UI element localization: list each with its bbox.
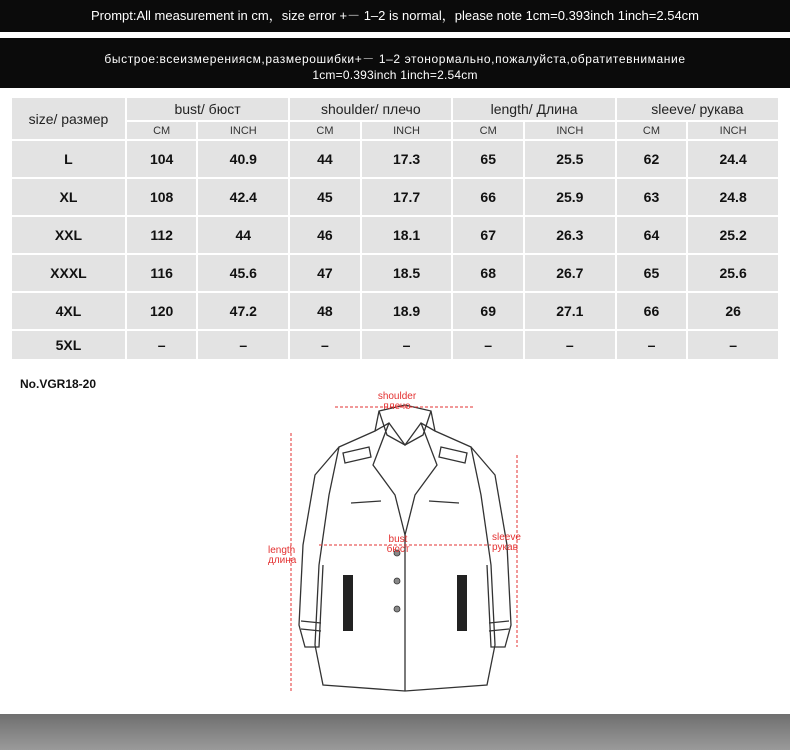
shoulder-annotation: [371, 392, 423, 412]
value-cell: 47.2: [198, 293, 288, 329]
size-cell: L: [12, 141, 125, 177]
value-cell: –: [525, 331, 615, 359]
model-number: No.VGR18-20: [20, 377, 97, 391]
size-header: size/ размер: [12, 98, 125, 139]
value-cell: –: [688, 331, 778, 359]
length-header: length/ Длина: [453, 98, 614, 120]
bust-header: bust/ бюст: [127, 98, 288, 120]
value-cell: 65: [617, 255, 687, 291]
value-cell: 25.5: [525, 141, 615, 177]
value-cell: 26.3: [525, 217, 615, 253]
value-cell: –: [617, 331, 687, 359]
value-cell: 25.2: [688, 217, 778, 253]
value-cell: –: [453, 331, 523, 359]
value-cell: 18.9: [362, 293, 452, 329]
table-row: [12, 255, 778, 291]
unit-inch: INCH: [198, 122, 288, 139]
value-cell: 48: [290, 293, 360, 329]
table-row: [12, 217, 778, 253]
value-cell: 62: [617, 141, 687, 177]
unit-inch: INCH: [688, 122, 778, 139]
bust-annotation: [380, 535, 416, 555]
value-cell: 104: [127, 141, 197, 177]
right-pocket: [457, 575, 467, 631]
value-cell: 45.6: [198, 255, 288, 291]
value-cell: 66: [453, 179, 523, 215]
value-cell: –: [362, 331, 452, 359]
value-cell: 69: [453, 293, 523, 329]
shoulder-header: shoulder/ плечо: [290, 98, 451, 120]
value-cell: 44: [198, 217, 288, 253]
value-cell: 116: [127, 255, 197, 291]
value-cell: 25.6: [688, 255, 778, 291]
table-row: [12, 179, 778, 215]
unit-cm: CM: [127, 122, 197, 139]
value-cell: 42.4: [198, 179, 288, 215]
value-cell: 26.7: [525, 255, 615, 291]
value-cell: 24.4: [688, 141, 778, 177]
length-annotation: [268, 546, 312, 566]
unit-cm: CM: [617, 122, 687, 139]
value-cell: 24.8: [688, 179, 778, 215]
value-cell: 25.9: [525, 179, 615, 215]
value-cell: 44: [290, 141, 360, 177]
value-cell: 18.1: [362, 217, 452, 253]
coat-buttons: [394, 550, 400, 612]
value-cell: 27.1: [525, 293, 615, 329]
shoulder-label: shoulder: [377, 391, 417, 402]
bust-label-ru: бюст: [386, 544, 410, 555]
value-cell: 17.3: [362, 141, 452, 177]
sleeve-label-ru: рукав: [492, 542, 518, 553]
table-row: [12, 331, 778, 359]
value-cell: 45: [290, 179, 360, 215]
length-label: length: [268, 545, 296, 556]
banner-russian-line2: 1cm=0.393inch 1inch=2.54cm: [312, 68, 478, 82]
size-cell: XXXL: [12, 255, 125, 291]
size-cell: XXL: [12, 217, 125, 253]
info-banner-english: [0, 0, 790, 32]
shoulder-label-ru: плечо: [383, 401, 411, 412]
unit-cm: CM: [290, 122, 360, 139]
value-cell: –: [198, 331, 288, 359]
sleeve-header: sleeve/ рукава: [617, 98, 778, 120]
value-cell: 68: [453, 255, 523, 291]
value-cell: 47: [290, 255, 360, 291]
value-cell: 67: [453, 217, 523, 253]
value-cell: 120: [127, 293, 197, 329]
value-cell: –: [127, 331, 197, 359]
value-cell: 112: [127, 217, 197, 253]
size-cell: 5XL: [12, 331, 125, 359]
unit-inch: INCH: [525, 122, 615, 139]
value-cell: 63: [617, 179, 687, 215]
length-label-ru: длина: [268, 555, 297, 566]
banner-russian-line1: быстрое:всеизмеренияcм,размерошибки+－ 1–2 этонормально,пожалуйста,обратитевнимание: [104, 52, 686, 66]
sleeve-annotation: [492, 533, 540, 553]
value-cell: 17.7: [362, 179, 452, 215]
sleeve-label: sleeve: [492, 532, 521, 543]
unit-cm: CM: [453, 122, 523, 139]
size-cell: 4XL: [12, 293, 125, 329]
table-row: [12, 293, 778, 329]
model-photo-strip: [0, 714, 790, 750]
table-row: [12, 141, 778, 177]
value-cell: 65: [453, 141, 523, 177]
size-chart-table: [10, 96, 780, 361]
info-banner-russian: [0, 38, 790, 88]
value-cell: 26: [688, 293, 778, 329]
value-cell: 18.5: [362, 255, 452, 291]
value-cell: 46: [290, 217, 360, 253]
size-cell: XL: [12, 179, 125, 215]
value-cell: 66: [617, 293, 687, 329]
value-cell: –: [290, 331, 360, 359]
value-cell: 108: [127, 179, 197, 215]
bust-label: bust: [388, 534, 408, 545]
banner-english-text: Prompt:All measurement in cm，size error +－ 1–2 is normal，please note 1cm=0.393inch 1inch=2.54cm: [90, 8, 700, 23]
value-cell: 64: [617, 217, 687, 253]
unit-inch: INCH: [362, 122, 452, 139]
value-cell: 40.9: [198, 141, 288, 177]
left-pocket: [343, 575, 353, 631]
